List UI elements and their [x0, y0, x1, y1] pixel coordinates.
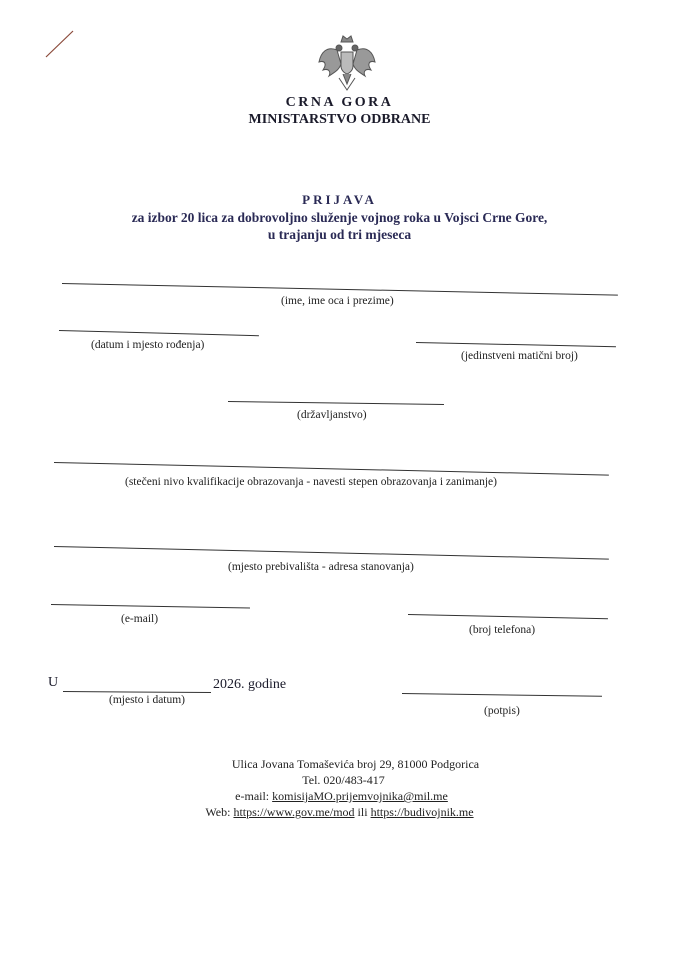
signature-caption: (potpis): [484, 705, 520, 717]
citizenship-caption: (državljanstvo): [297, 409, 367, 421]
footer-web-link-budivojnik[interactable]: https://budivojnik.me: [370, 805, 474, 819]
place-date-caption: (mjesto i datum): [109, 694, 186, 706]
pen-mark: [44, 28, 76, 65]
place-prefix: U: [48, 675, 59, 690]
birth-caption: (datum i mjesto rođenja): [91, 339, 205, 351]
footer-web-row: [0, 805, 679, 820]
footer-web-link-gov[interactable]: https://www.gov.me/mod: [233, 805, 355, 819]
footer-tel: Tel. 020/483-417: [302, 773, 385, 787]
footer-web-separator: ili: [354, 805, 371, 819]
form-subtitle-line2: u trajanju od tri mjeseca: [267, 227, 412, 242]
footer-web-label: Web:: [205, 805, 234, 819]
footer-email-row: [2, 789, 679, 804]
full-name-line[interactable]: [62, 283, 618, 296]
citizenship-line[interactable]: [228, 401, 444, 405]
montenegro-coat-of-arms-icon: [317, 34, 377, 97]
signature-line[interactable]: [402, 693, 602, 697]
education-caption: (stečeni nivo kvalifikacije obrazovanja - navesti stepen obrazovanja i zanimanje): [125, 476, 497, 488]
footer-address: Ulica Jovana Tomaševića broj 29, 81000 Podgorica: [231, 757, 480, 771]
jmbg-caption: (jedinstveni matični broj): [461, 350, 578, 362]
form-title: PRIJAVA: [302, 192, 377, 207]
phone-caption: (broj telefona): [469, 624, 536, 636]
residence-caption: (mjesto prebivališta - adresa stanovanja): [228, 561, 414, 573]
phone-line[interactable]: [408, 614, 608, 619]
email-line[interactable]: [51, 604, 250, 608]
email-caption: (e-mail): [121, 613, 159, 625]
birth-line[interactable]: [59, 330, 259, 336]
ministry-name: MINISTARSTVO ODBRANE: [248, 112, 431, 127]
education-line[interactable]: [54, 462, 609, 476]
place-date-line[interactable]: [63, 691, 211, 693]
full-name-caption: (ime, ime oca i prezime): [281, 295, 394, 307]
year-text: 2026. godine: [213, 677, 287, 692]
residence-line[interactable]: [54, 546, 609, 560]
form-subtitle-line1: za izbor 20 lica za dobrovoljno služenje vojnog roka u Vojsci Crne Gore,: [131, 210, 548, 225]
footer-email-label: e-mail:: [235, 789, 273, 803]
jmbg-line[interactable]: [416, 342, 616, 347]
country-name: CRNA GORA: [285, 95, 394, 110]
footer-email-link[interactable]: komisijaMO.prijemvojnika@mil.me: [272, 789, 448, 803]
